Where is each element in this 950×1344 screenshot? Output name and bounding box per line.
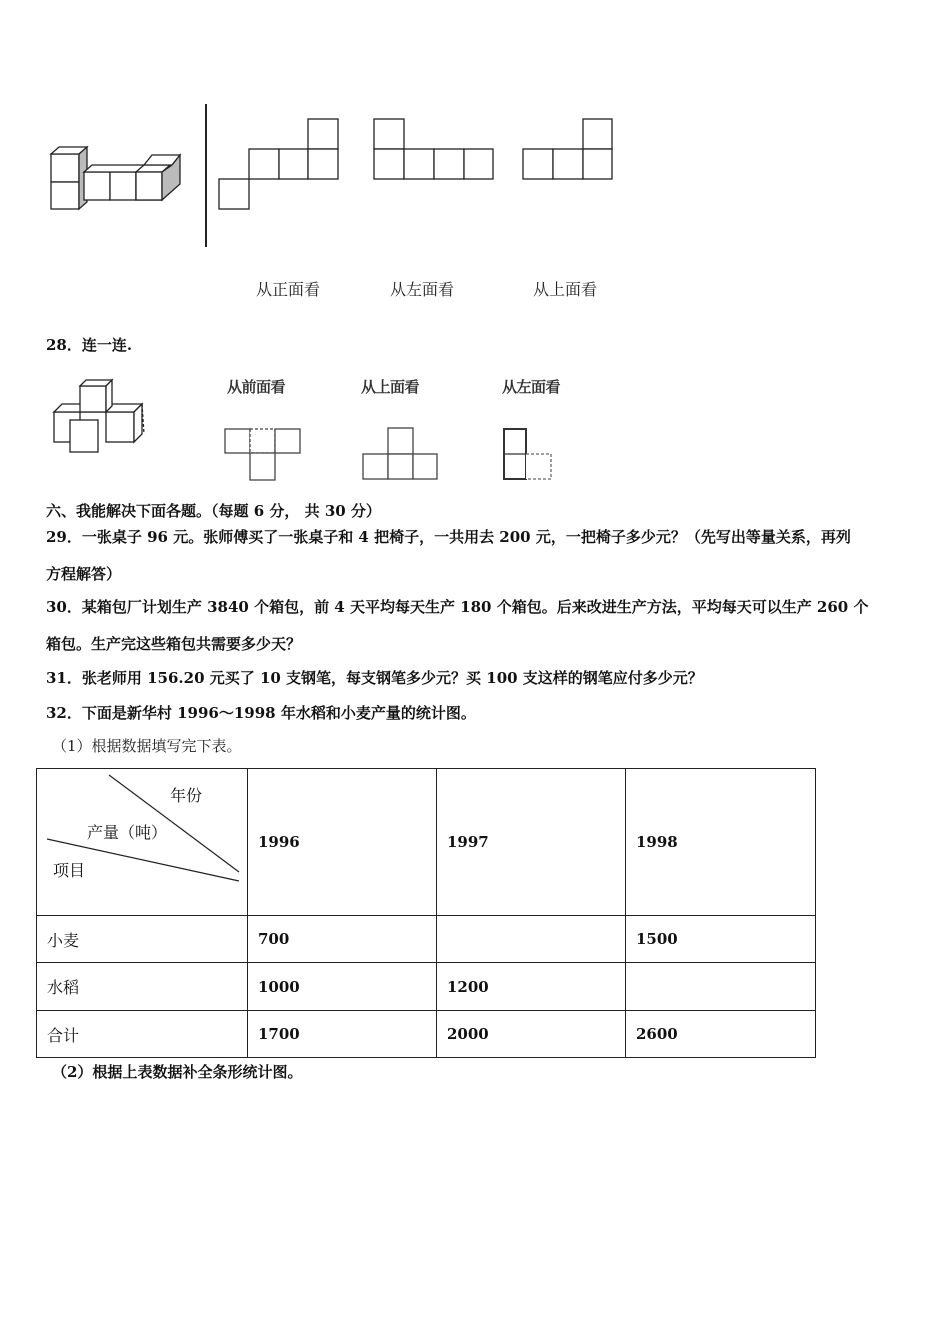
label-top-view: 从上面看 (533, 280, 598, 299)
q29-line2: 方程解答） (46, 565, 122, 583)
section-6-heading: 六、我能解决下面各题。（每题 6 分， 共 30 分） (46, 502, 381, 520)
q30-line1: 30．某箱包厂计划生产 3840 个箱包，前 4 天平均每天生产 180 个箱包。后来改进生产方法，平均每天可以生产 260 个 (46, 598, 869, 616)
cell-value: 1000 (248, 963, 437, 1011)
corner-output-label: 产量（吨） (87, 823, 168, 842)
vertical-divider (205, 104, 207, 247)
label-left-view: 从左面看 (390, 280, 455, 299)
row-label-rice: 水稻 (37, 963, 248, 1011)
q28-label-top: 从上面看 (361, 378, 420, 396)
top-view-figure (521, 117, 615, 181)
year-header: 1996 (248, 769, 437, 916)
q29-line1: 29．一张桌子 96 元。张师傅买了一张桌子和 4 把椅子，一共用去 200 元，一把椅子多少元？（先写出等量关系，再列 (46, 528, 851, 546)
q28-cube-figure (50, 378, 150, 454)
cell-value: 1500 (626, 916, 816, 963)
corner-year-label: 年份 (170, 786, 203, 805)
q32-sub1: （1）根据数据填写完下表。 (52, 737, 242, 755)
q31-text: 31．张老师用 156.20 元买了 10 支钢笔，每支钢笔多少元？买 100 支这样的钢笔应付多少元？ (46, 669, 703, 687)
year-header: 1997 (437, 769, 626, 916)
q32-text: 32．下面是新华村 1996～1998 年水稻和小麦产量的统计图。 (46, 704, 476, 722)
cell-blank[interactable] (626, 963, 816, 1011)
cell-value: 1700 (248, 1011, 437, 1058)
q28-front-view-shape (224, 428, 302, 482)
q30-line2: 箱包。生产完这些箱包共需要多少天？ (46, 635, 302, 653)
row-label-total: 合计 (37, 1011, 248, 1058)
q28-label-left: 从左面看 (502, 378, 561, 396)
cell-value: 1200 (437, 963, 626, 1011)
q28-top-view-shape (362, 427, 440, 481)
cell-blank[interactable] (437, 916, 626, 963)
table-corner-header (37, 769, 248, 916)
q28-left-view-shape (503, 428, 555, 482)
left-view-figure (373, 117, 495, 181)
label-front-view: 从正面看 (256, 280, 321, 299)
cube-stack-figure (40, 140, 190, 220)
cell-value: 2000 (437, 1011, 626, 1058)
cell-value: 700 (248, 916, 437, 963)
cell-value: 2600 (626, 1011, 816, 1058)
table-row (37, 916, 816, 963)
front-view-figure (218, 117, 340, 211)
year-header: 1998 (626, 769, 816, 916)
table-row (37, 963, 816, 1011)
production-table (36, 768, 816, 1058)
corner-item-label: 项目 (53, 861, 86, 880)
q28-title: 28．连一连. (46, 336, 133, 354)
q32-sub2: （2）根据上表数据补全条形统计图。 (52, 1063, 303, 1081)
table-row (37, 1011, 816, 1058)
q28-label-front: 从前面看 (227, 378, 286, 396)
row-label-wheat: 小麦 (37, 916, 248, 963)
